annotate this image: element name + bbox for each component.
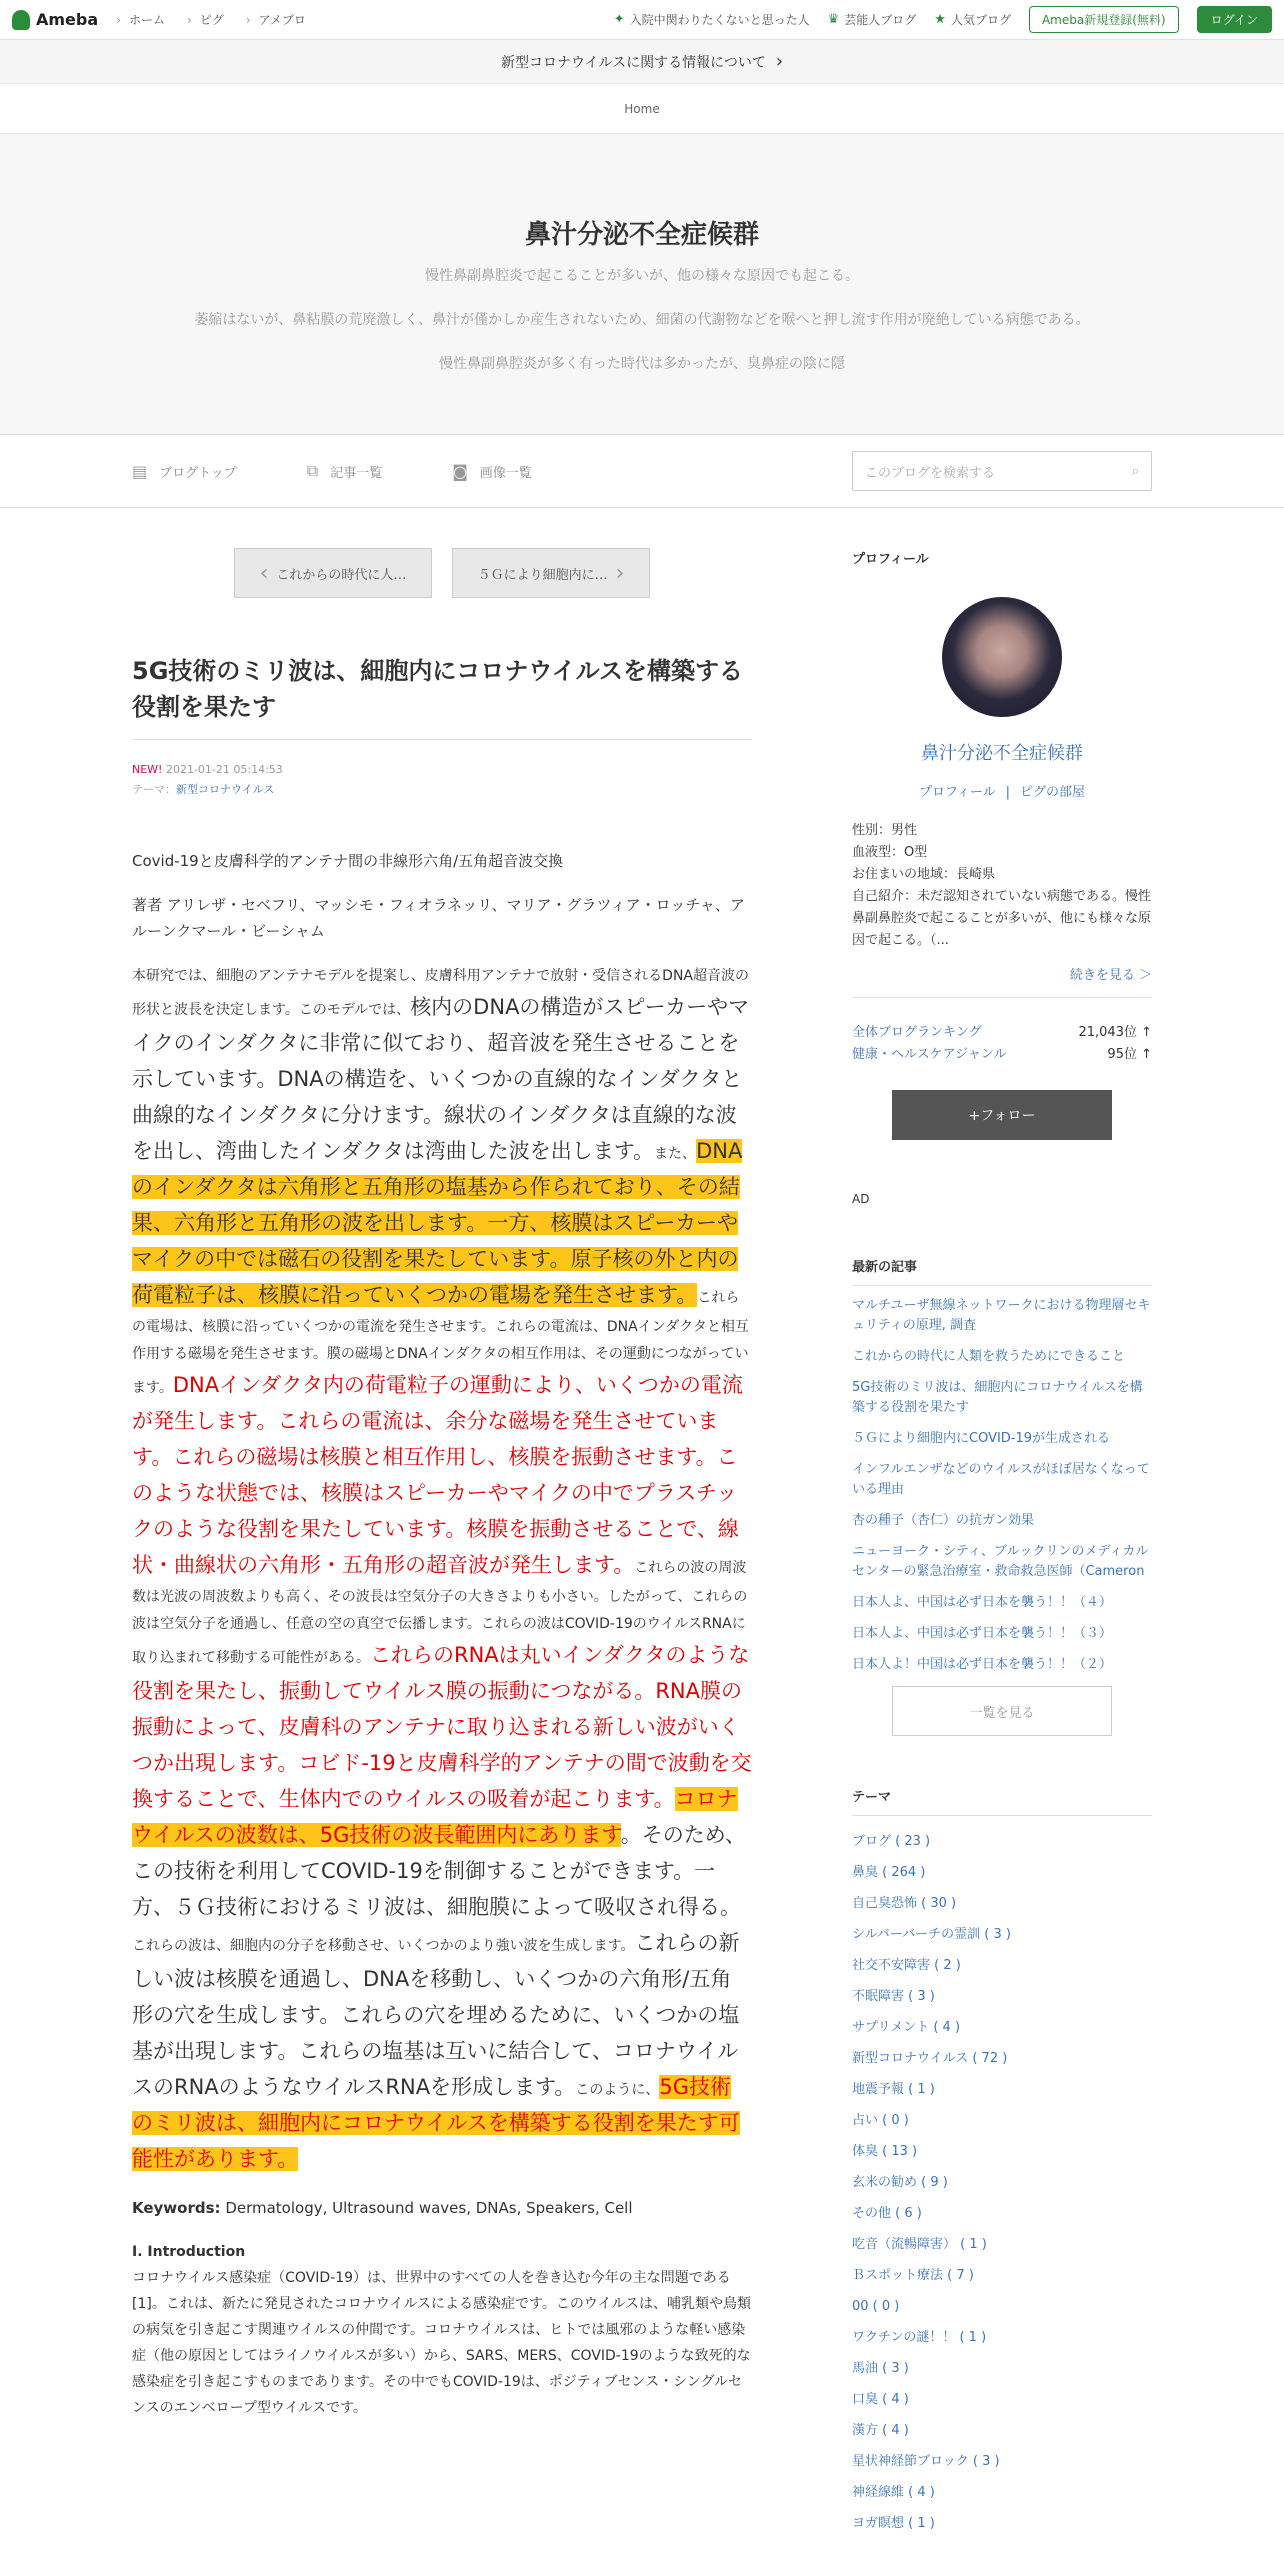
theme-item[interactable]: Ｂスポット療法 ( 7 ) <box>852 2268 974 2283</box>
camera-icon: ◙ <box>452 461 468 481</box>
recent-entry[interactable]: ニューヨーク・シティ、ブルックリンのメディカルセンターの緊急治療室・救命救急医師（Cameron <box>852 1544 1149 1579</box>
new-badge: NEW! <box>132 763 163 776</box>
theme-item[interactable]: その他 ( 6 ) <box>852 2206 922 2221</box>
login-button[interactable]: ログイン <box>1197 6 1272 33</box>
star-icon: ★ <box>934 12 946 27</box>
blog-top-link[interactable]: ▤ ブログトップ <box>132 461 237 481</box>
highlight-dna-inductor: DNAのインダクタは六角形と五角形の塩基から作られており、その結果、六角形と五角形の波を出します。一方、核膜はスピーカーやマイクの中では磁石の役割を果たしています。原子核の外と内の荷電粒子は、核膜に沿っていくつかの電場を発生させます。 <box>132 1139 743 1307</box>
blog-search-input[interactable]: このブログを検索する ⌕ <box>852 451 1152 491</box>
overall-ranking-link[interactable]: 全体ブログランキング <box>852 1025 982 1040</box>
copy-icon: ⧉ <box>306 461 319 480</box>
profile-info: 性別：男性 血液型：O型 お住まいの地域：長崎県 自己紹介：未だ認知されていない病態である。慢性鼻副鼻腔炎で起こることが多いが、他にも様々な原因で起こる。（... <box>852 823 1152 948</box>
ameba-logo[interactable]: Ameba <box>12 10 98 30</box>
entry-pager <box>234 548 752 598</box>
prev-entry-button[interactable]: ‹ これからの時代に人… <box>234 548 432 598</box>
pigg-room-link[interactable]: ピグの部屋 <box>1020 785 1086 800</box>
image-list-link[interactable]: ◙ 画像一覧 <box>452 461 532 481</box>
ameba-logo-icon <box>12 10 30 30</box>
covid-news-banner[interactable]: 新型コロナウイルスに関する情報について › <box>0 40 1284 84</box>
theme-item[interactable]: ワクチンの謎！！ ( 1 ) <box>852 2330 987 2345</box>
profile-link[interactable]: プロフィール <box>918 785 996 800</box>
sidebar <box>852 548 1152 2539</box>
recent-entry[interactable]: これからの時代に人類を救うためにできること <box>852 1349 1126 1364</box>
article-column <box>132 548 752 2539</box>
blog-header <box>0 134 1284 434</box>
profile-more-link[interactable]: 続きを見る ＞ <box>852 964 1152 998</box>
overall-ranking-value: 21,043位 ↑ <box>1078 1025 1152 1040</box>
theme-item[interactable]: 不眠障害 ( 3 ) <box>852 1989 935 2004</box>
global-nav <box>116 11 306 28</box>
nav-home[interactable]: › ホーム <box>116 11 165 28</box>
theme-item[interactable]: 占い ( 0 ) <box>852 2113 909 2128</box>
view-all-entries-button[interactable]: 一覧を見る <box>892 1686 1112 1736</box>
recent-entry[interactable]: 杏の種子（杏仁）の抗ガン効果 <box>852 1513 1035 1528</box>
avatar[interactable] <box>942 597 1062 717</box>
theme-list <box>852 1786 1152 2539</box>
article-theme-link[interactable]: 新型コロナウイルス <box>176 783 275 796</box>
recent-entry[interactable]: 日本人よ、中国は必ず日本を襲う！！（３） <box>852 1626 1113 1641</box>
theme-item[interactable]: 星状神経節ブロック ( 3 ) <box>852 2454 1000 2469</box>
main-area <box>0 508 1284 2539</box>
recent-heading: 最新の記事 <box>852 1256 1152 1286</box>
recent-entry[interactable]: ５Ｇにより細胞内にCOVID-19が生成される <box>852 1431 1111 1446</box>
theme-item[interactable]: シルバーバーチの霊訓 ( 3 ) <box>852 1927 1011 1942</box>
theme-item[interactable]: 地震予報 ( 1 ) <box>852 2082 935 2097</box>
article-body <box>132 848 752 2421</box>
theme-item[interactable]: 鼻臭 ( 264 ) <box>852 1865 926 1880</box>
theme-item[interactable]: 口臭 ( 4 ) <box>852 2392 909 2407</box>
next-entry-button[interactable]: ５Ｇにより細胞内に… › <box>452 548 650 598</box>
entry-list-link[interactable]: ⧉ 記事一覧 <box>306 461 383 481</box>
theme-item[interactable]: 00 ( 0 ) <box>852 2299 900 2314</box>
theme-item[interactable]: 体臭 ( 13 ) <box>852 2144 918 2159</box>
paper-authors: 著者 アリレザ・セベフリ、マッシモ・フィオラネッリ、マリア・グラツィア・ロッチャ、アルーンクマール・ビーシャム <box>132 896 745 940</box>
introduction: I. Introduction コロナウイルス感染症（COVID-19）は、世界中のすべての人を巻き込む今年の主な問題である[1]。これは、新たに発見されたコロナウイルスによる感染症です。このウイルスは、哺乳類や鳥類の病気を引き起こす関連ウイルスの仲間です。コロナウイルスは、ヒトでは風邪のような軽い感染症（他の原因としてはライノウイルスが多い）から、SARS、MERS、COVID-19のような致死的な感染症を引き起こすものまであります。その中でもCOVID-19は、ポジティブセンス・シングルセンスのエンベロープ型ウイルスです。 <box>132 2244 752 2416</box>
article-date: 2021-01-21 05:14:53 <box>165 763 283 776</box>
theme-item[interactable]: 玄米の勧め ( 9 ) <box>852 2175 948 2190</box>
recent-entry[interactable]: マルチユーザ無線ネットワークにおける物理層セキュリティの原理, 調査 <box>852 1298 1151 1333</box>
abstract-paragraph: 本研究では、細胞のアンテナモデルを提案し、皮膚科用アンテナで放射・受信されるDNA超音波の形状と波長を決定します。このモデルでは、核内のDNAの構造がスピーカーやマイクのインダクタに非常に似ており、超音波を発生させることを示しています。DNAの構造を、いくつかの直線的なインダクタと曲線的なインダクタに分けます。線状のインダクタは直線的な波を出し、湾曲したインダクタは湾曲した波を出します。また、DNAのインダクタは六角形と五角形の塩基から作られており、その結果、六角形と五角形の波を出します。一方、核膜はスピーカーやマイクの中では磁石の役割を果たしています。原子核の外と内の荷電粒子は、核膜に沿っていくつかの電場を発生させます。これらの電場は、核膜に沿っていくつかの電流を発生させます。これらの電流は、DNAインダクタと相互作用する磁場を発生させます。膜の磁場とDNAインダクタの相互作用は、その運動につながっています。DNAインダクタ内の荷電粒子の運動により、いくつかの電流が発生します。これらの電流は、余分な磁場を発生させています。これらの磁場は核膜と相互作用し、核膜を振動させます。このような状態では、核膜はスピーカーやマイクの中でプラスチックのような役割を果たしています。核膜を振動させることで、線状・曲線状の六角形・五角形の超音波が発生します。これらの波の周波数は光波の周波数よりも高く、その波長は空気分子の大きさよりも小さい。したがって、これらの波は空気分子を通過し、任意の空の真空で伝播します。これらの波はCOVID-19のウイルスRNAに取り込まれて移動する可能性がある。これらのRNAは丸いインダクタのような役割を果たし、振動してウイルス膜の振動につながる。RNA膜の振動によって、皮膚科のアンテナに取り込まれる新しい波がいくつか出現します。コビド-19と皮膚科学的アンテナの間で波動を交換することで、生体内でのウイルスの吸着が起こります。コロナウイルスの波数は、5G技術の波長範囲内にあります。そのため、この技術を利用してCOVID-19を制御することができます。一方、５Ｇ技術におけるミリ波は、細胞膜によって吸収され得る。これらの波は、細胞内の分子を移動させ、いくつかのより強い波を生成します。これらの新しい波は核膜を通過し、DNAを移動し、いくつかの六角形/五角形の穴を生成します。これらの穴を埋めるために、いくつかの塩基が出現します。これらの塩基は互いに結合して、コロナウイルスのRNAのようなウイルスRNAを形成します。このように、5G技術のミリ波は、細胞内にコロナウイルスを構築する役割を果たす可能性があります。 <box>132 968 752 2171</box>
header-link-trend[interactable]: ✦ 入院中関わりたくないと思った人 <box>613 12 810 27</box>
header-link-celebrity[interactable]: ♛ 芸能人ブログ <box>827 12 917 27</box>
follow-button[interactable]: +フォロー <box>892 1090 1112 1140</box>
highlight-5g-wavelength: コロナウイルスの波数は、5G技術の波長範囲内にあります <box>132 1787 738 1847</box>
recent-entry[interactable]: 日本人よ、中国は必ず日本を襲う！！（４） <box>852 1595 1113 1610</box>
blog-title[interactable]: 鼻汁分泌不全症候群 <box>524 220 759 250</box>
theme-label: テーマ： <box>132 783 176 796</box>
profile-heading: プロフィール <box>852 552 929 567</box>
blog-desc-3: 慢性鼻副鼻腔炎が多く有った時代は多かったが、臭鼻症の陰に隠 <box>439 356 845 372</box>
genre-ranking-value: 95位 ↑ <box>1107 1047 1152 1062</box>
theme-item[interactable]: 馬油 ( 3 ) <box>852 2361 909 2376</box>
breadcrumb-home[interactable]: Home <box>0 84 1284 134</box>
theme-item[interactable]: 社交不安障害 ( 2 ) <box>852 1958 961 1973</box>
recent-entries <box>852 1256 1152 1736</box>
nav-ameblo[interactable]: › アメブロ <box>246 11 306 28</box>
highlight-conclusion: 5G技術のミリ波は、細胞内にコロナウイルスを構築する役割を果たす可能性があります。 <box>132 2075 740 2171</box>
recent-entry[interactable]: 5G技術のミリ波は、細胞内にコロナウイルスを構築する役割を果たす <box>852 1380 1143 1415</box>
global-header <box>0 0 1284 40</box>
blog-desc-2: 萎縮はないが、鼻粘膜の荒廃激しく、鼻汁が僅かしか産生されないため、細菌の代謝物などを喉へと押し流す作用が廃絶している病態である。 <box>194 312 1090 328</box>
crown-icon: ♛ <box>827 12 840 27</box>
paper-title: Covid-19と皮膚科学的アンテナ間の非線形六角/五角超音波交換 <box>132 852 564 870</box>
blog-desc-1: 慢性鼻副鼻腔炎で起こることが多いが、他の様々な原因でも起こる。 <box>425 268 859 284</box>
article-meta <box>132 760 752 800</box>
header-link-popular[interactable]: ★ 人気ブログ <box>934 12 1011 27</box>
sparkle-icon: ✦ <box>613 12 625 27</box>
theme-item[interactable]: ブログ ( 23 ) <box>852 1834 931 1849</box>
search-icon[interactable]: ⌕ <box>1131 463 1139 479</box>
theme-heading: テーマ <box>852 1786 1152 1816</box>
register-button[interactable]: Ameba新規登録(無料) <box>1029 6 1179 33</box>
theme-item[interactable]: 神経線維 ( 4 ) <box>852 2485 935 2500</box>
ad-label: AD <box>852 1192 870 1206</box>
profile-card: 鼻汁分泌不全症候群 プロフィール | ピグの部屋 性別：男性 血液型：O型 お住まいの地域：長崎県 自己紹介：未だ認知されていない病態である。慢性鼻副鼻腔炎で起こることが多いが、他にも様々な原因で起こる。（... 続きを見る ＞ <box>852 597 1152 998</box>
theme-item[interactable]: 漢方 ( 4 ) <box>852 2423 909 2438</box>
profile-name[interactable]: 鼻汁分泌不全症候群 <box>921 743 1083 764</box>
header-right <box>614 6 1272 33</box>
article-title[interactable]: 5G技術のミリ波は、細胞内にコロナウイルスを構築する役割を果たす <box>132 653 752 740</box>
ranking <box>852 1022 1152 1066</box>
recent-entry[interactable]: インフルエンザなどのウイルスがほぼ居なくなっている理由 <box>852 1462 1150 1497</box>
genre-ranking-link[interactable]: 健康・ヘルスケアジャンル <box>852 1047 1007 1062</box>
blog-subnav <box>0 434 1284 508</box>
keywords: Keywords: Dermatology, Ultrasound waves, DNAs, Speakers, Cell <box>132 2199 633 2217</box>
theme-item[interactable]: ヨガ瞑想 ( 1 ) <box>852 2516 935 2531</box>
theme-item[interactable]: 自己臭恐怖 ( 30 ) <box>852 1896 957 1911</box>
theme-item[interactable]: 吃音（流暢障害） ( 1 ) <box>852 2237 987 2252</box>
document-icon: ▤ <box>132 461 148 481</box>
nav-pigg[interactable]: › ピグ <box>187 11 224 28</box>
theme-item[interactable]: サプリメント ( 4 ) <box>852 2020 961 2035</box>
recent-entry[interactable]: 日本人よ！中国は必ず日本を襲う！！（２） <box>852 1657 1113 1672</box>
theme-item[interactable]: 新型コロナウイルス ( 72 ) <box>852 2051 1008 2066</box>
